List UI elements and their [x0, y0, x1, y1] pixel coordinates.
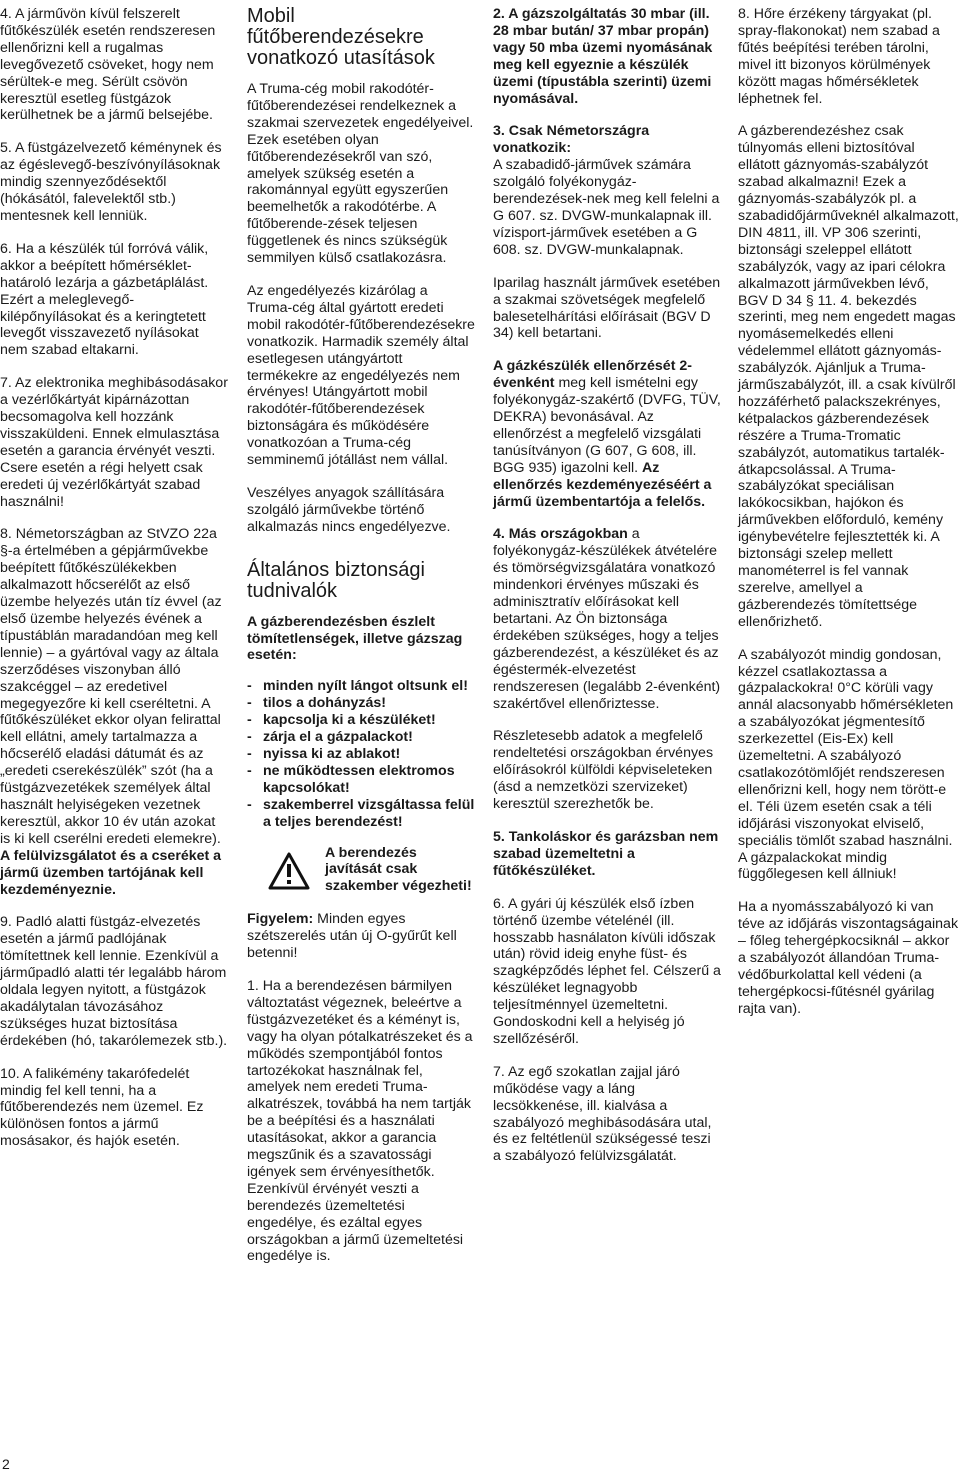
item-7-burner: 7. Az egő szokatlan zajjal járó működése vagy a láng lecsökkenése, ill. kialvása a szabályozó meghibásodására utal, és ez feltétlenül szükségessé teszi a szabályozó felülvizsgálatát. [493, 1063, 712, 1165]
safety-intro: A gázberendezésben észlelt tömítetlenségek, illetve gázszag esetén: [247, 613, 463, 664]
column-4 [738, 6, 960, 1034]
inspection-bold-1: A gázkészülék ellenőrzését 2-évenként [493, 358, 692, 392]
regulator-para: A gázberendezéshez csak túlnyomás elleni biztosítóval ellátott gáznyomás-szabályzót szabad alkalmazni! Ezek a gáznyomás-szabályzók pl. a szabadidőjárműveknél alkalmazott, DIN 4811, ill. VP 306 szerinti, biztonsági szeleppel ellátott szabályzók, vagy az ipari célokra alkalmazott járművekben lévő, BGV D 34 § 11. 4. bekezdés szerinti, meg nem engedett magas nyomásemelkedés elleni védelemmel ellátott gáznyomás-szabályzók. Ajánljuk a Truma-járműszabályzót, ill. a csak kívülről hozzáférhető palackszekrényes, kétpalackos gázberendezések részére a Truma-Tromatic szabályzót, automatikus tartalék-átkapcsolással. A Truma-szabályzókat speciálisan lakókocsikban, hajókon és járművekben előforduló, kemény igénybevételre fejlesztették ki. A biztonsági szelep mellett manométerrel is fel vannak szerelve, amellyel a gázberendezés tömítettsége ellenőrizhető. [738, 123, 959, 630]
mobile-para-2: Az engedélyezés kizárólag a Truma-cég által gyártott eredeti mobil rakodótér-fűtőberendezésekre vonatkozik. Harmadik személy által esetlegesen utángyártott termékekre az engedélyezés nem érvényes! Utángyártott mobil rakodótér-fűtőberendezések biztonságára és működésére vonatkozóan a Truma-cég semminemű jótállást nem vállal. [247, 282, 475, 469]
inspection-para [493, 358, 721, 510]
inspection-text: meg kell ismételni egy folyékonygáz-szakértő (DVFG, TÜV, DEKRA) bevonásával. Az ellenőrzést a megfelelő vizsgálati tanúsítványon (G 607, G 608, ill. BGG 935) igazolni kell. [493, 375, 721, 476]
column-3 [493, 6, 721, 1181]
list-item: - zárja el a gázpalackot! [247, 729, 475, 746]
item-7: 7. Az elektronika meghibásodásakor a vezérlőkártyát kipárnázottan becsomagolva kell hozzánk visszaküldeni. Ennek elmulasztása esetén a garancia érvényét veszti. Csere esetén a régi helyett csak eredeti új vezérlőkártyát szabad használni! [0, 375, 228, 510]
item-6-first-use: 6. A gyári új készülék első ízben történő üzembe vételénél (ill. hosszabb hasnálaton kívüli időszak után) rövid ideig enyhe füst- és szagképződés léphet fel. Célszerű a készüléket legnagyobb teljesítménnyel üzemeltetni. Gondoskodni kell a helyiség jó szellőzéséről. [493, 895, 721, 1047]
attention-label: Figyelem: [247, 911, 314, 928]
list-item: - tilos a dohányzás! [247, 695, 475, 712]
mobile-para-1: A Truma-cég mobil rakodótér-fűtőberendezései rendelkeznek a szakmai szervezetek engedélyeivel. Ezek esetében olyan fűtőberendezésekről van szó, amelyek szükség esetén a rakománnyal együtt egyszerűen beemelhetők a rakodótérbe. A fűtőberende-zések teljesen függetlenek és nincs szükségük semmilyen külső csatlakozásra. [247, 81, 474, 267]
weather-para: Ha a nyomásszabályozó ki van téve az időjárás viszontagságainak – főleg tehergépkocsiknál – akkor a szabályozót állandóan Truma-védőburkolattal kell védeni (a tehergépkocsi-fűtésnél gyárilag rajta van). [738, 899, 959, 1017]
warning-triangle-icon [267, 851, 311, 891]
item-5-refuel: 5. Tankoláskor és garázsban nem szabad üzemeltetni a fűtőkészüléket. [493, 828, 719, 879]
page-number: 2 [2, 1456, 10, 1472]
other-countries-bold: 4. Más országokban [493, 526, 628, 543]
item-4-other-countries [493, 526, 721, 712]
item-8-bold: A felülvizsgálatot és a cseréket a jármű üzemben tartójának kell kezdeményeznie. [0, 847, 222, 898]
item-8 [0, 526, 228, 898]
industrial-para: Iparilag használt járművek esetében a szakmai szövetségek megfelelő balesetelhárítási előírásait (BGV D 34) kell betartani. [493, 274, 721, 342]
list-item: - minden nyílt lángot oltsunk el! [247, 678, 475, 695]
heading-mobile-heaters: Mobil fűtőberendezésekre vonatkozó utasítások [247, 5, 435, 69]
item-4: 4. A járművön kívül felszerelt fűtőkészülék esetén rendszeresen ellenőrizni kell a rugalmas levegővezető csöveket, hogy nem sérültek-e meg. Sérült csövön keresztül esetleg füstgázok kerülhetnek be a jármű belsejébe. [0, 6, 216, 124]
item-6: 6. Ha a készülék túl forróvá válik, akkor a beépített hőmérséklet-határoló lezárja a gázbetáplálást. Ezért a meleglevegő-kilépőnyílásokat és a keringtetett levegőt visszavezető nyílásokat nem szabad eltakarni. [0, 240, 209, 359]
list-item: - ne működtessen elektromos kapcsolókat! [247, 763, 475, 797]
other-countries-text: a folyékonygáz-készülékek átvételére és tömörségvizsgálatára vonatkozó mindenkori érvényes műszaki és adminisztratív előírásokat kell betartani. Az Ön biztonsága érdekében szükséges, hogy a teljes gázberendezést, a készüléket és az égéstermék-elvezetést rendszeresen (legalább 2-évenként) szakértővel ellenőriztesse. [493, 526, 721, 712]
warning-text: A berendezés javítását csak szakember végezheti! [325, 844, 472, 895]
item-10: 10. A falikémény takarófedelét mindig fel kell tenni, ha a fűtőberendezés nem üzemel. Ez különösen fontos a jármű mosásakor, és hajók esetén. [0, 1065, 204, 1150]
item-8-heat-sensitive: 8. Hőre érzékeny tárgyakat (pl. spray-flakonokat) nem szabad a fűtés beépítési terében tárolni, mivel itt bizonyos körülmények között magas hőmérsékletek léphetnek fel. [738, 6, 940, 107]
column-1 [0, 6, 228, 1166]
item-8-text: 8. Németországban az StVZO 22a §-a értelmében a gépjárművekbe beépített fűtőkészülékekben alkalmazott hőcserélőt az első üzembe helyezés után tíz évvel (az első üzembe helyezés évének a típustáblán maradandóan meg kell lennie) – a gyártóval vagy az általa szerződéses viszonyban álló szakcéggel – az eredetivel megegyezőre ki kell cseréltetni. A fűtőkészüléket ekkor olyan felirattal kell ellátni, amely tartalmazza a hőcserélő eladási dátumát és az „eredeti cserekészülék” szót (ha a füstgázvezetékek személyek által használt helyiségeken vezetnek keresztül, akkor 10 év után azokat is ki kell cserélni eredeti elemekre). [0, 526, 222, 847]
list-item: - szakemberrel vizsgáltassa felül a teljes berendezést! [247, 797, 475, 831]
attention-text: Minden egyes szétszerelés után új O-gyűrűt kell betenni! [247, 911, 457, 962]
list-item: - nyissa ki az ablakot! [247, 746, 475, 763]
safety-list [247, 678, 475, 830]
item-3-text: A szabadidő-járművek számára szolgáló folyékonygáz-berendezések-nek meg kell felelni a G 607. sz. DVGW-munkalapnak ill. vízisport-járművek esetében a G 608. sz. DVGW-munkalapnak. [493, 157, 720, 258]
item-3-bold: 3. Csak Németországra vonatkozik: [493, 123, 650, 157]
heading-safety: Általános biztonsági tudnivalók [247, 558, 425, 602]
mobile-para-3: Veszélyes anyagok szállítására szolgáló járművekbe történő alkalmazás nincs engedélyezve. [247, 484, 451, 535]
item-5: 5. A füstgázelvezető kéménynek és az égéslevegő-beszívónyílásoknak mindig szennyeződésektől (hókásától, falevelektől stb.) mentesnek kell lenniük. [0, 140, 222, 224]
item-1: 1. Ha a berendezésen bármilyen változtatást végeznek, beleértve a füstgázvezetéket és a kéményt is, vagy ha olyan pótalkatrészeket és a működés szempontjából fontos tartozékokat használnak fel, amelyek nem eredeti Truma-alkatrészek, továbbá ha nem tartják be a beépítési és a használati utasításokat, akkor a garancia megszűnik és a szavatossági igények sem érvényesíthetők. Ezenkívül érvényét veszti a berendezés üzemeltetési engedélye, és ezáltal egyes országokban a jármű üzemeltetési engedélye is. [247, 977, 473, 1265]
list-item: - kapcsolja ki a készüléket! [247, 712, 475, 729]
attention-note [247, 911, 475, 962]
connection-para: A szabályozót mindig gondosan, kézzel csatlakoztassa a gázpalackokra! 0°C körüli vagy annál alacsonyabb hőmérsékleten a szabályozókat jégmentesítő szerkezettel (Eis-Ex) kell üzemeltetni. A szabályozó csatlakozótömlőjét rendszeresen ellenőrizni kell, hogy nem törött-e el. Téli üzem esetén csak a téli időjárási viszonyokat elviselő, speciális tömlőt szabad használni. A gázpalackokat mindig függőlegesen kell állniuk! [738, 646, 954, 883]
item-3 [493, 123, 721, 258]
warning-block [247, 845, 475, 896]
details-para: Részletesebb adatok a megfelelő rendeltetési országokban érvényes előírásokról külföldi képviseleteken (ásd a nemzetközi szervizeket) keresztül szerezhetők be. [493, 728, 714, 813]
item-2: 2. A gázszolgáltatás 30 mbar (ill. 28 mbar bután/ 37 mbar propán) vagy 50 mba üzemi nyomásának meg kell egyeznie a készülék üzemi (típustábla szerinti) üzemi nyomásával. [493, 6, 713, 107]
column-2 [247, 6, 475, 1281]
item-9: 9. Padló alatti füstgáz-elvezetés esetén a jármű padlójának tömítettnek kell lennie. Ezenkívül a járműpadló alatti tér legalább három oldala legyen nyitott, a füstgázok akadálytalan távozásához szükséges huzat biztosítása érdekében (hó, takarólemezek stb.). [0, 914, 228, 1049]
inspection-bold-2: Az ellenőrzés kezdeményezéséért a jármű üzembentartója a felelős. [493, 459, 712, 510]
